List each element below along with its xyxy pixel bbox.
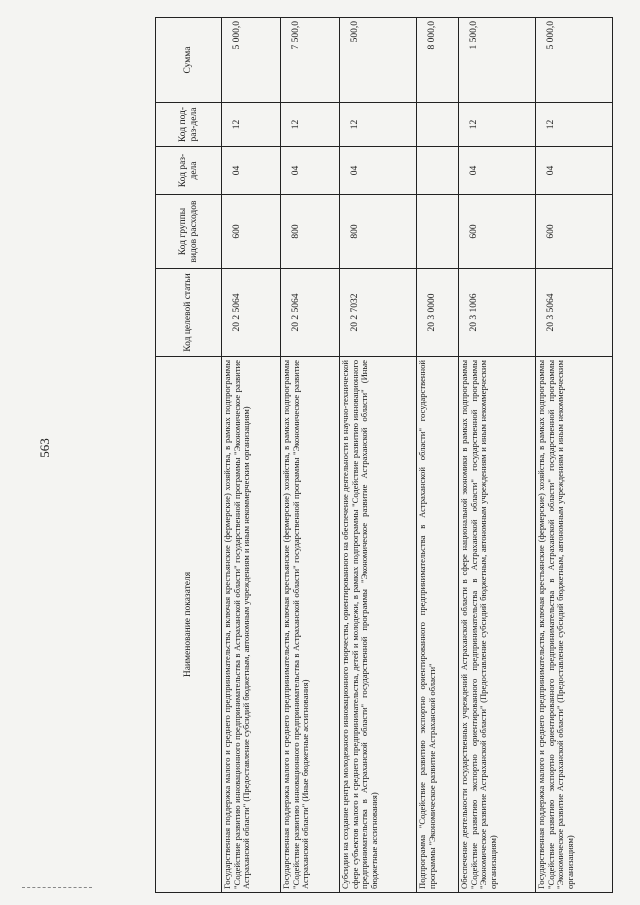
row-section: 04 — [536, 147, 613, 195]
row-expense-group: 600 — [536, 195, 613, 269]
row-target-code: 20 2 5064 — [281, 269, 340, 357]
table-row — [417, 18, 459, 893]
row-amount: 8 000,0 — [417, 18, 459, 103]
row-amount: 7 500,0 — [281, 18, 340, 103]
row-name: Государственная поддержка малого и среднего предпринимательства, включая крестьянские (фермерские) хозяйства, в рамках подпрограммы "Содействие развитию инновационного предпринимательства в Астраханской области" государственной программы "Экономическое развитие Астраханской области" (Предоставление субсидий бюджетным, автономным учреждениям и иным некоммерческим организациям) — [222, 357, 281, 893]
row-name: Государственная поддержка малого и среднего предпринимательства, включая крестьянские (фермерские) хозяйства, в рамках подпрограммы "Содействие развитию экспортно ориентированного предпринимательства в Астраханской области" государственной программы "Экономическое развитие Астраханской области" (Предоставление субсидий бюджетным, автономным учреждениям и иным некоммерческим организациям) — [536, 357, 613, 893]
row-subsection: 12 — [222, 103, 281, 147]
row-expense-group: 800 — [340, 195, 417, 269]
row-amount: 500,0 — [340, 18, 417, 103]
row-subsection: 12 — [536, 103, 613, 147]
row-expense-group: 800 — [281, 195, 340, 269]
header-name: Наименование показателя — [156, 357, 222, 893]
row-target-code: 20 2 7032 — [340, 269, 417, 357]
row-target-code: 20 3 1006 — [459, 269, 536, 357]
row-section — [417, 147, 459, 195]
row-section: 04 — [281, 147, 340, 195]
rotated-table-container — [155, 18, 613, 893]
row-subsection — [417, 103, 459, 147]
page-number: 563 — [37, 438, 52, 458]
row-target-code: 20 3 0000 — [417, 269, 459, 357]
row-subsection: 12 — [281, 103, 340, 147]
budget-table — [155, 17, 613, 893]
row-name: Подпрограмма "Содействие развитию экспортно ориентированного предпринимательства в Астраханской области" государственной программы "Экономическое развитие Астраханской области" — [417, 357, 459, 893]
header-target-code: Код целевой статьи — [156, 269, 222, 357]
table-row — [536, 18, 613, 893]
table-row — [281, 18, 340, 893]
row-name: Обеспечение деятельности государственных учреждений Астраханской области в сфере национальной экономики в рамках подпрограммы "Содействие развитию экспортно ориентированного предпринимательства в Астраханской области" государственной программы "Экономическое развитие Астраханской области" (Предоставление субсидий бюджетным, автономным учреждениям и иным некоммерческим организациям) — [459, 357, 536, 893]
row-expense-group — [417, 195, 459, 269]
header-subsection: Код под-раз-дела — [156, 103, 222, 147]
table-header-row — [156, 18, 222, 893]
row-expense-group: 600 — [222, 195, 281, 269]
row-amount: 1 500,0 — [459, 18, 536, 103]
row-amount: 5 000,0 — [222, 18, 281, 103]
table-row — [459, 18, 536, 893]
row-expense-group: 600 — [459, 195, 536, 269]
row-section: 04 — [222, 147, 281, 195]
header-section: Код раз-дела — [156, 147, 222, 195]
row-section: 04 — [340, 147, 417, 195]
row-amount: 5 000,0 — [536, 18, 613, 103]
header-expense-group: Код группы видов расходов — [156, 195, 222, 269]
row-target-code: 20 3 5064 — [536, 269, 613, 357]
row-subsection: 12 — [459, 103, 536, 147]
table-row — [222, 18, 281, 893]
header-amount: Сумма — [156, 18, 222, 103]
table-row — [340, 18, 417, 893]
row-target-code: 20 2 5064 — [222, 269, 281, 357]
row-name: Субсидии на создание центра молодежного инновационного творчества, ориентированного на обеспечение деятельности в научно-технической сфере субъектов малого и среднего предпринимательства, детей и молодежи, в рамках подпрограммы "Содействие развитию инновационного предпринимательства в Астраханской области" государственной программы "Экономическое развитие Астраханской области" (Иные бюджетные ассигнования) — [340, 357, 417, 893]
row-subsection: 12 — [340, 103, 417, 147]
row-name: Государственная поддержка малого и среднего предпринимательства, включая крестьянские (фермерские) хозяйства, в рамках подпрограммы "Содействие развитию инновационного предпринимательства в Астраханской области" государственной программы "Экономическое развитие Астраханской области" (Иные бюджетные ассигнования) — [281, 357, 340, 893]
row-section: 04 — [459, 147, 536, 195]
scan-mark — [22, 887, 92, 889]
